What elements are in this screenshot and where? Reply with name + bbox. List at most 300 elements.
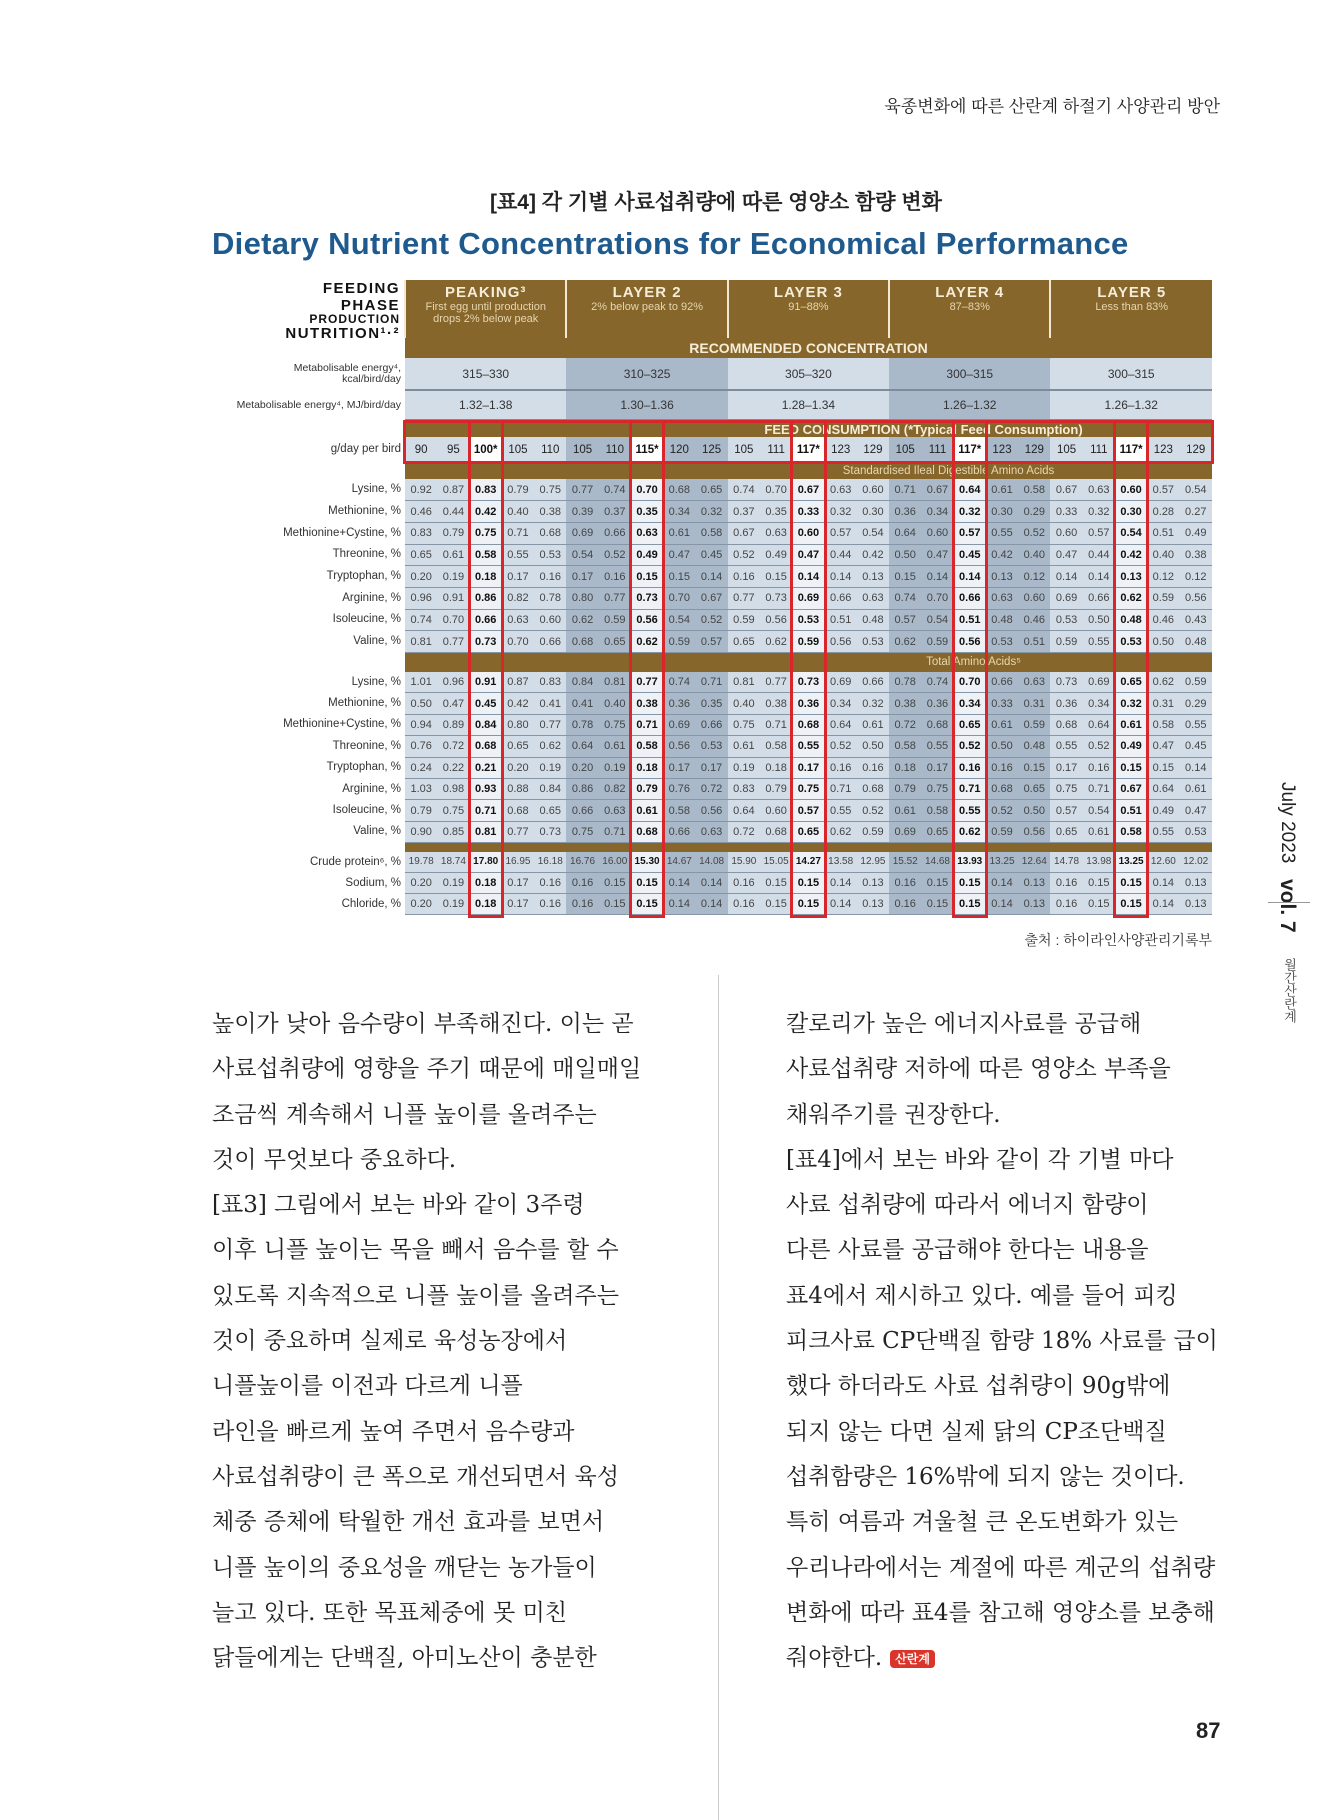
other-row (235, 852, 1212, 873)
nutrient-value: 0.98 (437, 778, 469, 799)
nutrient-value: 0.34 (663, 501, 695, 523)
total-amino-acids (235, 653, 1212, 672)
nutrient-value: 0.16 (728, 873, 760, 894)
nutrient-value: 0.61 (663, 522, 695, 544)
nutrient-value: 0.53 (792, 609, 824, 631)
nutrient-value: 0.68 (566, 631, 598, 653)
nutrient-value: 0.71 (502, 522, 534, 544)
nutrient-value: 0.42 (1115, 544, 1147, 566)
phase-name: LAYER 3 (773, 284, 843, 301)
nutrient-value: 0.71 (1083, 778, 1115, 799)
nutrient-value: 0.47 (1147, 736, 1179, 757)
nutrient-value: 0.87 (502, 672, 534, 693)
nutrient-value: 0.14 (986, 894, 1018, 915)
nutrient-value: 0.59 (986, 821, 1018, 842)
nutrient-value: 0.44 (1083, 544, 1115, 566)
nutrient-value: 0.66 (663, 821, 695, 842)
nutrient-value: 0.69 (889, 821, 921, 842)
nutrient-value: 0.58 (631, 736, 663, 757)
body-line: 있도록 지속적으로 니플 높이를 올려주는 (212, 1282, 619, 1309)
nutrient-value: 0.57 (825, 522, 857, 544)
nutrient-value: 0.64 (825, 714, 857, 735)
sid-row (235, 566, 1212, 588)
nutrient-value: 0.62 (954, 821, 986, 842)
nutrient-value: 16.76 (566, 852, 598, 873)
body-line: 피크사료 CP단백질 함량 18% 사료를 급이 (786, 1328, 1218, 1355)
other-row (235, 894, 1212, 915)
phase-header (566, 280, 727, 338)
phase-description: Less than 83% (1095, 301, 1169, 313)
nutrient-value: 0.84 (566, 672, 598, 693)
body-line: 것이 무엇보다 중요하다. (212, 1146, 457, 1173)
nutrient-value: 0.75 (1050, 778, 1082, 799)
nutrient-value: 0.60 (921, 522, 953, 544)
nutrient-value: 0.59 (1050, 631, 1082, 653)
nutrient-value: 0.53 (534, 544, 566, 566)
nutrient-value: 0.13 (857, 873, 889, 894)
feed-value: 105 (1050, 437, 1082, 462)
nutrient-value: 0.68 (792, 714, 824, 735)
nutrient-value: 0.33 (1050, 501, 1082, 523)
feed-value: 123 (1147, 437, 1179, 462)
nutrient-value: 0.72 (889, 714, 921, 735)
nutrient-value: 0.72 (695, 778, 727, 799)
nutrient-value: 14.08 (695, 852, 727, 873)
sid-row (235, 544, 1212, 566)
nutrient-value: 17.80 (470, 852, 502, 873)
nutrient-value: 16.95 (502, 852, 534, 873)
nutrient-value: 0.56 (825, 631, 857, 653)
nutrient-value: 0.63 (1083, 479, 1115, 501)
nutrient-value: 0.59 (1179, 672, 1212, 693)
feed-value: 129 (1018, 437, 1050, 462)
nutrient-value: 0.57 (792, 800, 824, 821)
nutrient-value: 0.67 (695, 587, 727, 609)
nutrient-value: 0.15 (1018, 757, 1050, 778)
nutrient-value: 0.15 (954, 894, 986, 915)
nutrient-value: 0.79 (405, 800, 437, 821)
nutrient-value: 0.16 (728, 566, 760, 588)
nutrient-value: 15.52 (889, 852, 921, 873)
nutrient-value: 0.34 (954, 693, 986, 714)
phase-description: 91–88% (788, 301, 829, 313)
nutrient-value: 0.80 (566, 587, 598, 609)
nutrient-value: 0.15 (631, 873, 663, 894)
nutrient-value: 0.61 (437, 544, 469, 566)
nutrient-value: 0.16 (534, 894, 566, 915)
nutrient-value: 0.65 (954, 714, 986, 735)
nutrient-value: 0.14 (825, 566, 857, 588)
nutrient-value: 0.37 (728, 501, 760, 523)
nutrient-value: 0.61 (1179, 778, 1212, 799)
nutrient-value: 0.60 (1115, 479, 1147, 501)
nutrient-label: Isoleucine, % (235, 609, 405, 631)
nutrient-value: 0.58 (760, 736, 792, 757)
nutrient-value: 0.59 (728, 609, 760, 631)
nutrient-value: 0.74 (599, 479, 631, 501)
total-row (235, 778, 1212, 799)
nutrient-value: 0.65 (599, 631, 631, 653)
nutrient-value: 0.73 (760, 587, 792, 609)
nutrient-value: 0.73 (534, 821, 566, 842)
feed-value: 110 (534, 437, 566, 462)
nutrient-value: 0.15 (792, 873, 824, 894)
sid-row (235, 631, 1212, 653)
nutrient-value: 0.16 (1083, 757, 1115, 778)
body-line: 사료섭취량 저하에 따른 영양소 부족을 (786, 1056, 1171, 1083)
nutrient-value: 0.48 (986, 609, 1018, 631)
nutrient-value: 0.64 (566, 736, 598, 757)
nutrient-value: 0.14 (695, 566, 727, 588)
nutrient-value: 0.58 (921, 800, 953, 821)
body-column-right (786, 1002, 1218, 1681)
nutrient-value: 0.29 (1179, 693, 1212, 714)
nutrient-value: 0.69 (566, 522, 598, 544)
nutrient-value: 0.52 (954, 736, 986, 757)
nutrient-value: 0.61 (599, 736, 631, 757)
nutrient-value: 0.52 (728, 544, 760, 566)
nutrient-value: 12.64 (1018, 852, 1050, 873)
body-line: 했다 하더라도 사료 섭취량이 90g밖에 (786, 1373, 1171, 1400)
sid-amino-acids-banner: Standardised Ileal Digestible Amino Acids (405, 462, 1212, 479)
nutrient-value: 0.14 (825, 873, 857, 894)
nutrient-value: 0.18 (470, 894, 502, 915)
nutrient-value: 0.74 (663, 672, 695, 693)
bar-spacer (235, 420, 405, 437)
nutrient-value: 0.30 (986, 501, 1018, 523)
body-line: 되지 않는 다면 실제 닭의 CP조단백질 (786, 1418, 1167, 1445)
nutrient-value: 0.72 (728, 821, 760, 842)
nutrient-value: 0.55 (1083, 631, 1115, 653)
nutrient-value: 0.66 (566, 800, 598, 821)
nutrient-value: 0.75 (728, 714, 760, 735)
nutrient-value: 0.38 (889, 693, 921, 714)
nutrient-value: 0.19 (437, 566, 469, 588)
source-note: 출처 : 하이라인사양관리기록부 (1024, 932, 1212, 948)
nutrient-value: 0.66 (986, 672, 1018, 693)
nutrient-value: 0.67 (792, 479, 824, 501)
nutrient-value: 0.88 (502, 778, 534, 799)
total-row (235, 714, 1212, 735)
nutrient-label: Threonine, % (235, 544, 405, 566)
nutrient-label: Isoleucine, % (235, 800, 405, 821)
nutrient-value: 0.83 (728, 778, 760, 799)
nutrient-value: 0.35 (631, 501, 663, 523)
body-line: 체중 증체에 탁월한 개선 효과를 보면서 (212, 1509, 605, 1536)
nutrient-value: 0.64 (954, 479, 986, 501)
nutrient-value: 0.50 (986, 736, 1018, 757)
nutrient-value: 0.56 (760, 609, 792, 631)
nutrient-value: 0.66 (857, 672, 889, 693)
nutrient-value: 0.16 (1050, 873, 1082, 894)
bar-spacer (235, 843, 405, 852)
nutrient-value: 0.14 (1147, 894, 1179, 915)
sid-row (235, 587, 1212, 609)
nutrient-value: 0.14 (695, 894, 727, 915)
nutrient-value: 0.15 (889, 566, 921, 588)
total-row (235, 757, 1212, 778)
nutrient-value: 0.68 (857, 778, 889, 799)
nutrient-value: 0.15 (599, 894, 631, 915)
nutrient-value: 0.89 (437, 714, 469, 735)
nutrient-value: 18.74 (437, 852, 469, 873)
nutrient-value: 0.71 (760, 714, 792, 735)
nutrient-value: 0.80 (502, 714, 534, 735)
nutrient-value: 0.57 (954, 522, 986, 544)
energy-value: 1.26–1.32 (1050, 390, 1212, 420)
nutrient-value: 0.56 (954, 631, 986, 653)
nutrient-value: 0.14 (663, 894, 695, 915)
nutrient-value: 0.62 (825, 821, 857, 842)
nutrient-value: 0.83 (534, 672, 566, 693)
nutrient-value: 0.53 (1179, 821, 1212, 842)
nutrient-value: 0.67 (921, 479, 953, 501)
nutrient-value: 0.62 (889, 631, 921, 653)
total-row (235, 821, 1212, 842)
nutrient-value: 0.16 (857, 757, 889, 778)
phase-name: LAYER 4 (935, 284, 1005, 301)
total-row (235, 672, 1212, 693)
column-divider (718, 975, 719, 1820)
nutrient-value: 0.64 (1083, 714, 1115, 735)
table-title: Dietary Nutrient Concentrations for Economical Performance (212, 226, 1129, 261)
nutrient-value: 0.14 (792, 566, 824, 588)
nutrient-value: 0.66 (534, 631, 566, 653)
nutrient-value: 0.87 (437, 479, 469, 501)
nutrient-label: Tryptophan, % (235, 757, 405, 778)
nutrient-value: 0.65 (534, 800, 566, 821)
nutrient-value: 0.71 (825, 778, 857, 799)
nutrient-label: Valine, % (235, 821, 405, 842)
nutrient-value: 0.59 (921, 631, 953, 653)
feed-consumption-banner: FEED CONSUMPTION (*Typical Feed Consumption) (405, 420, 1212, 437)
feed-value: 110 (599, 437, 631, 462)
nutrient-label: Valine, % (235, 631, 405, 653)
nutrient-value: 0.60 (760, 800, 792, 821)
nutrient-value: 0.91 (437, 587, 469, 609)
nutrient-value: 0.75 (534, 479, 566, 501)
nutrient-value: 15.30 (631, 852, 663, 873)
nutrient-value: 0.13 (857, 566, 889, 588)
nutrient-value: 0.19 (599, 757, 631, 778)
nutrient-value: 0.62 (534, 736, 566, 757)
nutrient-value: 0.78 (534, 587, 566, 609)
feed-value: 95 (437, 437, 469, 462)
nutrient-value: 0.71 (889, 479, 921, 501)
bar-spacer (235, 653, 405, 672)
other-row (235, 873, 1212, 894)
nutrient-value: 0.16 (728, 894, 760, 915)
feed-value: 111 (1083, 437, 1115, 462)
nutrient-value: 0.38 (534, 501, 566, 523)
nutrient-label: Arginine, % (235, 587, 405, 609)
nutrient-value: 0.16 (534, 873, 566, 894)
nutrient-value: 0.61 (631, 800, 663, 821)
nutrient-value: 0.17 (695, 757, 727, 778)
nutrient-value: 0.49 (1147, 800, 1179, 821)
nutrient-value: 0.57 (695, 631, 727, 653)
nutrient-value: 0.44 (437, 501, 469, 523)
nutrient-value: 0.52 (986, 800, 1018, 821)
nutrient-value: 0.54 (566, 544, 598, 566)
nutrient-value: 0.17 (921, 757, 953, 778)
nutrient-value: 0.24 (405, 757, 437, 778)
body-line: 변화에 따라 표4를 참고해 영양소를 보충해 (786, 1599, 1215, 1626)
feed-value: 100* (470, 437, 502, 462)
feed-value: 117* (1115, 437, 1147, 462)
nutrient-value: 0.20 (405, 873, 437, 894)
nutrient-value: 0.31 (1018, 693, 1050, 714)
sid-row (235, 609, 1212, 631)
nutrient-value: 0.74 (405, 609, 437, 631)
nutrient-value: 0.14 (986, 873, 1018, 894)
nutrient-value: 0.42 (857, 544, 889, 566)
nutrient-value: 0.55 (1050, 736, 1082, 757)
nutrient-value: 0.47 (437, 693, 469, 714)
phase-description: 87–83% (949, 301, 990, 313)
nutrient-value: 0.13 (1179, 894, 1212, 915)
body-line: 섭취함량은 16%밖에 되지 않는 것이다. (786, 1463, 1185, 1490)
nutrient-value: 0.63 (1018, 672, 1050, 693)
nutrient-value: 0.15 (954, 873, 986, 894)
nutrient-value: 0.58 (1018, 479, 1050, 501)
nutrient-value: 0.46 (1018, 609, 1050, 631)
nutrition-text: NUTRITION¹·² (285, 325, 401, 342)
energy-row-label: Metabolisable energy⁴, MJ/bird/day (235, 390, 405, 420)
nutrient-value: 0.20 (405, 894, 437, 915)
nutrient-value: 0.73 (1050, 672, 1082, 693)
nutrient-value: 0.47 (1179, 800, 1212, 821)
recommended-concentration-banner: RECOMMENDED CONCENTRATION (405, 338, 1212, 358)
nutrient-value: 0.15 (760, 894, 792, 915)
nutrient-value: 0.86 (566, 778, 598, 799)
nutrient-label: Chloride, % (235, 894, 405, 915)
nutrient-value: 0.18 (470, 566, 502, 588)
nutrient-value: 0.35 (695, 693, 727, 714)
nutrient-value: 0.66 (1083, 587, 1115, 609)
feed-value: 90 (405, 437, 437, 462)
nutrient-value: 0.15 (631, 894, 663, 915)
feed-value: 117* (792, 437, 824, 462)
nutrient-value: 0.67 (728, 522, 760, 544)
nutrient-value: 0.75 (470, 522, 502, 544)
nutrient-value: 0.16 (825, 757, 857, 778)
nutrient-value: 0.19 (534, 757, 566, 778)
energy-value: 1.32–1.38 (405, 390, 566, 420)
bar-spacer (235, 462, 405, 479)
nutrient-value: 0.59 (1018, 714, 1050, 735)
nutrient-value: 0.62 (566, 609, 598, 631)
nutrient-value: 0.41 (534, 693, 566, 714)
nutrient-value: 0.59 (857, 821, 889, 842)
body-line: 채워주기를 권장한다. (786, 1101, 1001, 1128)
nutrient-value: 0.42 (470, 501, 502, 523)
nutrient-value: 0.76 (663, 778, 695, 799)
nutrient-value: 0.79 (437, 522, 469, 544)
nutrient-value: 0.58 (470, 544, 502, 566)
energy-value: 1.30–1.36 (566, 390, 727, 420)
nutrient-value: 0.54 (921, 609, 953, 631)
nutrient-value: 0.82 (599, 778, 631, 799)
nutrient-value: 0.13 (1018, 873, 1050, 894)
energy-value: 310–325 (566, 358, 727, 390)
nutrient-value: 0.66 (695, 714, 727, 735)
body-line: 우리나라에서는 계절에 따른 계군의 섭취량 (786, 1554, 1216, 1581)
nutrient-value: 13.25 (986, 852, 1018, 873)
energy-row (235, 390, 1212, 420)
nutrient-value: 0.83 (405, 522, 437, 544)
nutrient-value: 0.59 (1147, 587, 1179, 609)
nutrient-value: 0.65 (695, 479, 727, 501)
nutrient-value: 0.66 (954, 587, 986, 609)
nutrient-value: 0.31 (1147, 693, 1179, 714)
divider-banner (405, 843, 1212, 852)
nutrient-value: 0.54 (1179, 479, 1212, 501)
nutrient-value: 0.52 (1083, 736, 1115, 757)
body-line: 칼로리가 높은 에너지사료를 공급해 (786, 1011, 1142, 1037)
nutrient-value: 0.63 (502, 609, 534, 631)
nutrient-value: 0.65 (1115, 672, 1147, 693)
nutrient-value: 0.15 (1083, 894, 1115, 915)
nutrient-value: 0.21 (470, 757, 502, 778)
nutrient-label: Arginine, % (235, 778, 405, 799)
phase-header (728, 280, 889, 338)
nutrient-value: 0.36 (792, 693, 824, 714)
nutrient-value: 0.13 (986, 566, 1018, 588)
body-line: 다른 사료를 공급해야 한다는 내용을 (786, 1237, 1149, 1264)
nutrient-value: 0.68 (921, 714, 953, 735)
nutrient-label: Threonine, % (235, 736, 405, 757)
energy-row-label: Metabolisable energy⁴, kcal/bird/day (235, 358, 405, 390)
nutrient-value: 0.75 (599, 714, 631, 735)
nutrient-value: 0.77 (760, 672, 792, 693)
nutrient-value: 0.64 (1147, 778, 1179, 799)
nutrient-value: 0.77 (534, 714, 566, 735)
nutrient-value: 19.78 (405, 852, 437, 873)
nutrient-value: 0.36 (889, 501, 921, 523)
nutrient-value: 0.49 (1179, 522, 1212, 544)
feeding-phase-label (235, 280, 405, 358)
nutrient-value: 0.70 (502, 631, 534, 653)
nutrient-value: 0.59 (663, 631, 695, 653)
sid-row (235, 479, 1212, 501)
nutrient-value: 0.47 (792, 544, 824, 566)
issue-date: July 2023 (1277, 782, 1298, 864)
nutrient-value: 0.84 (470, 714, 502, 735)
nutrient-value: 0.45 (954, 544, 986, 566)
nutrient-value: 0.79 (631, 778, 663, 799)
nutrient-value: 0.76 (405, 736, 437, 757)
nutrient-value: 0.41 (566, 693, 598, 714)
nutrient-value: 14.78 (1050, 852, 1082, 873)
nutrient-value: 0.66 (825, 587, 857, 609)
nutrient-value: 0.36 (1050, 693, 1082, 714)
nutrient-value: 0.91 (470, 672, 502, 693)
nutrient-value: 0.68 (1050, 714, 1082, 735)
nutrient-value: 0.77 (631, 672, 663, 693)
phase-name: PEAKING³ (445, 284, 527, 301)
nutrient-value: 0.48 (857, 609, 889, 631)
nutrient-value: 0.42 (986, 544, 1018, 566)
nutrient-value: 0.14 (921, 566, 953, 588)
nutrient-value: 0.67 (1050, 479, 1082, 501)
nutrient-value: 0.52 (857, 800, 889, 821)
nutrient-value: 0.57 (1147, 479, 1179, 501)
nutrient-value: 0.75 (921, 778, 953, 799)
nutrient-value: 0.51 (954, 609, 986, 631)
nutrient-value: 0.15 (792, 894, 824, 915)
feed-value: 105 (502, 437, 534, 462)
